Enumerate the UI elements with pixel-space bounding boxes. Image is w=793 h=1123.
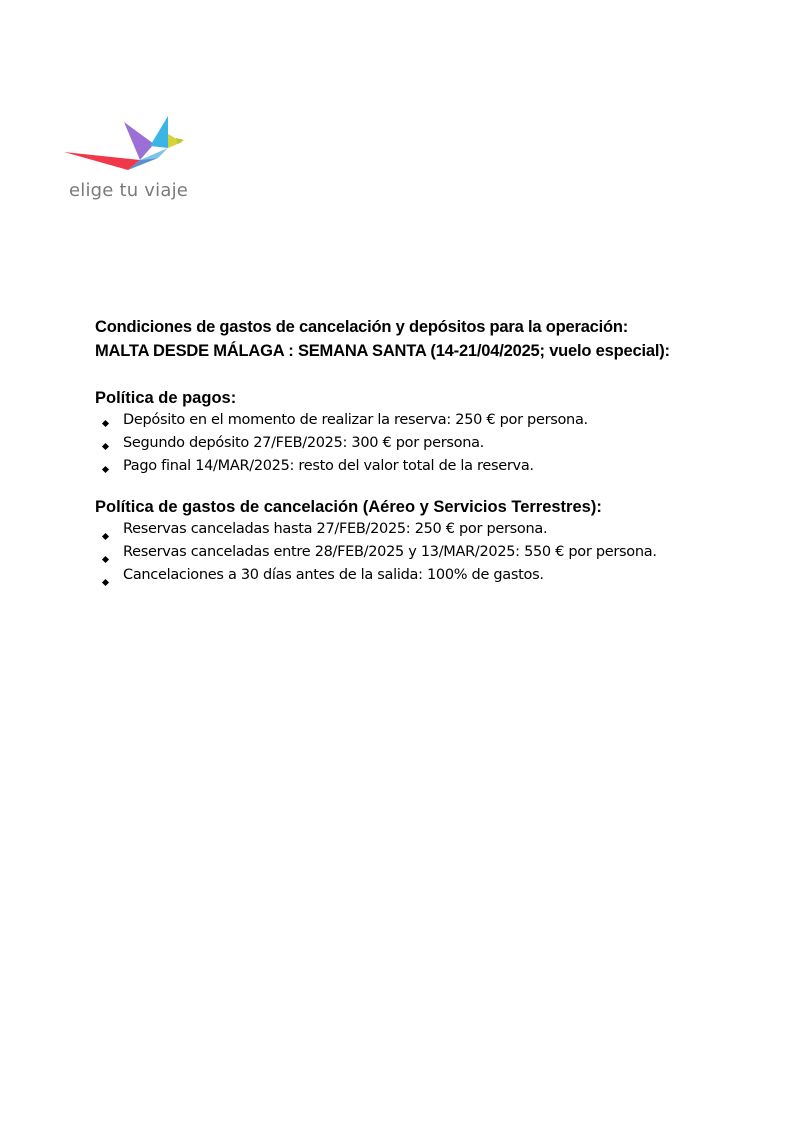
diamond-bullet-icon <box>102 443 109 450</box>
payments-list <box>95 409 755 478</box>
brand-logo <box>62 112 192 207</box>
payments-title: Política de pagos: <box>95 389 237 407</box>
cancellation-item-text: Reservas canceladas entre 28/FEB/2025 y 13/MAR/2025: 550 € por persona. <box>123 544 657 560</box>
heading-line-2: MALTA DESDE MÁLAGA : SEMANA SANTA (14-21/04/2025; vuelo especial): <box>95 342 670 360</box>
heading-line-1: Condiciones de gastos de cancelación y depósitos para la operación: <box>95 318 629 336</box>
payment-item-text: Pago final 14/MAR/2025: resto del valor total de la reserva. <box>123 458 534 474</box>
list-item <box>95 409 755 432</box>
logo-text: elige tu viaje <box>69 180 189 201</box>
list-item <box>95 455 755 478</box>
cancellation-item-text: Reservas canceladas hasta 27/FEB/2025: 250 € por persona. <box>123 521 548 537</box>
diamond-bullet-icon <box>102 579 109 586</box>
list-item <box>95 518 755 541</box>
logo-body-red <box>64 152 140 170</box>
list-item <box>95 432 755 455</box>
list-item <box>95 541 755 564</box>
logo-wing-blue <box>150 116 168 148</box>
cancellation-section <box>95 496 755 587</box>
logo-wing-purple <box>124 122 154 160</box>
cancellation-title: Política de gastos de cancelación (Aéreo y Servicios Terrestres): <box>95 498 602 516</box>
list-item <box>95 564 755 587</box>
document-body <box>95 315 755 587</box>
diamond-bullet-icon <box>102 420 109 427</box>
diamond-bullet-icon <box>102 466 109 473</box>
cancellation-list <box>95 518 755 587</box>
cancellation-item-text: Cancelaciones a 30 días antes de la salida: 100% de gastos. <box>123 567 544 583</box>
payments-section <box>95 387 755 478</box>
bird-logo-icon <box>62 112 187 174</box>
payment-item-text: Depósito en el momento de realizar la reserva: 250 € por persona. <box>123 412 588 428</box>
diamond-bullet-icon <box>102 556 109 563</box>
diamond-bullet-icon <box>102 533 109 540</box>
payment-item-text: Segundo depósito 27/FEB/2025: 300 € por persona. <box>123 435 484 451</box>
